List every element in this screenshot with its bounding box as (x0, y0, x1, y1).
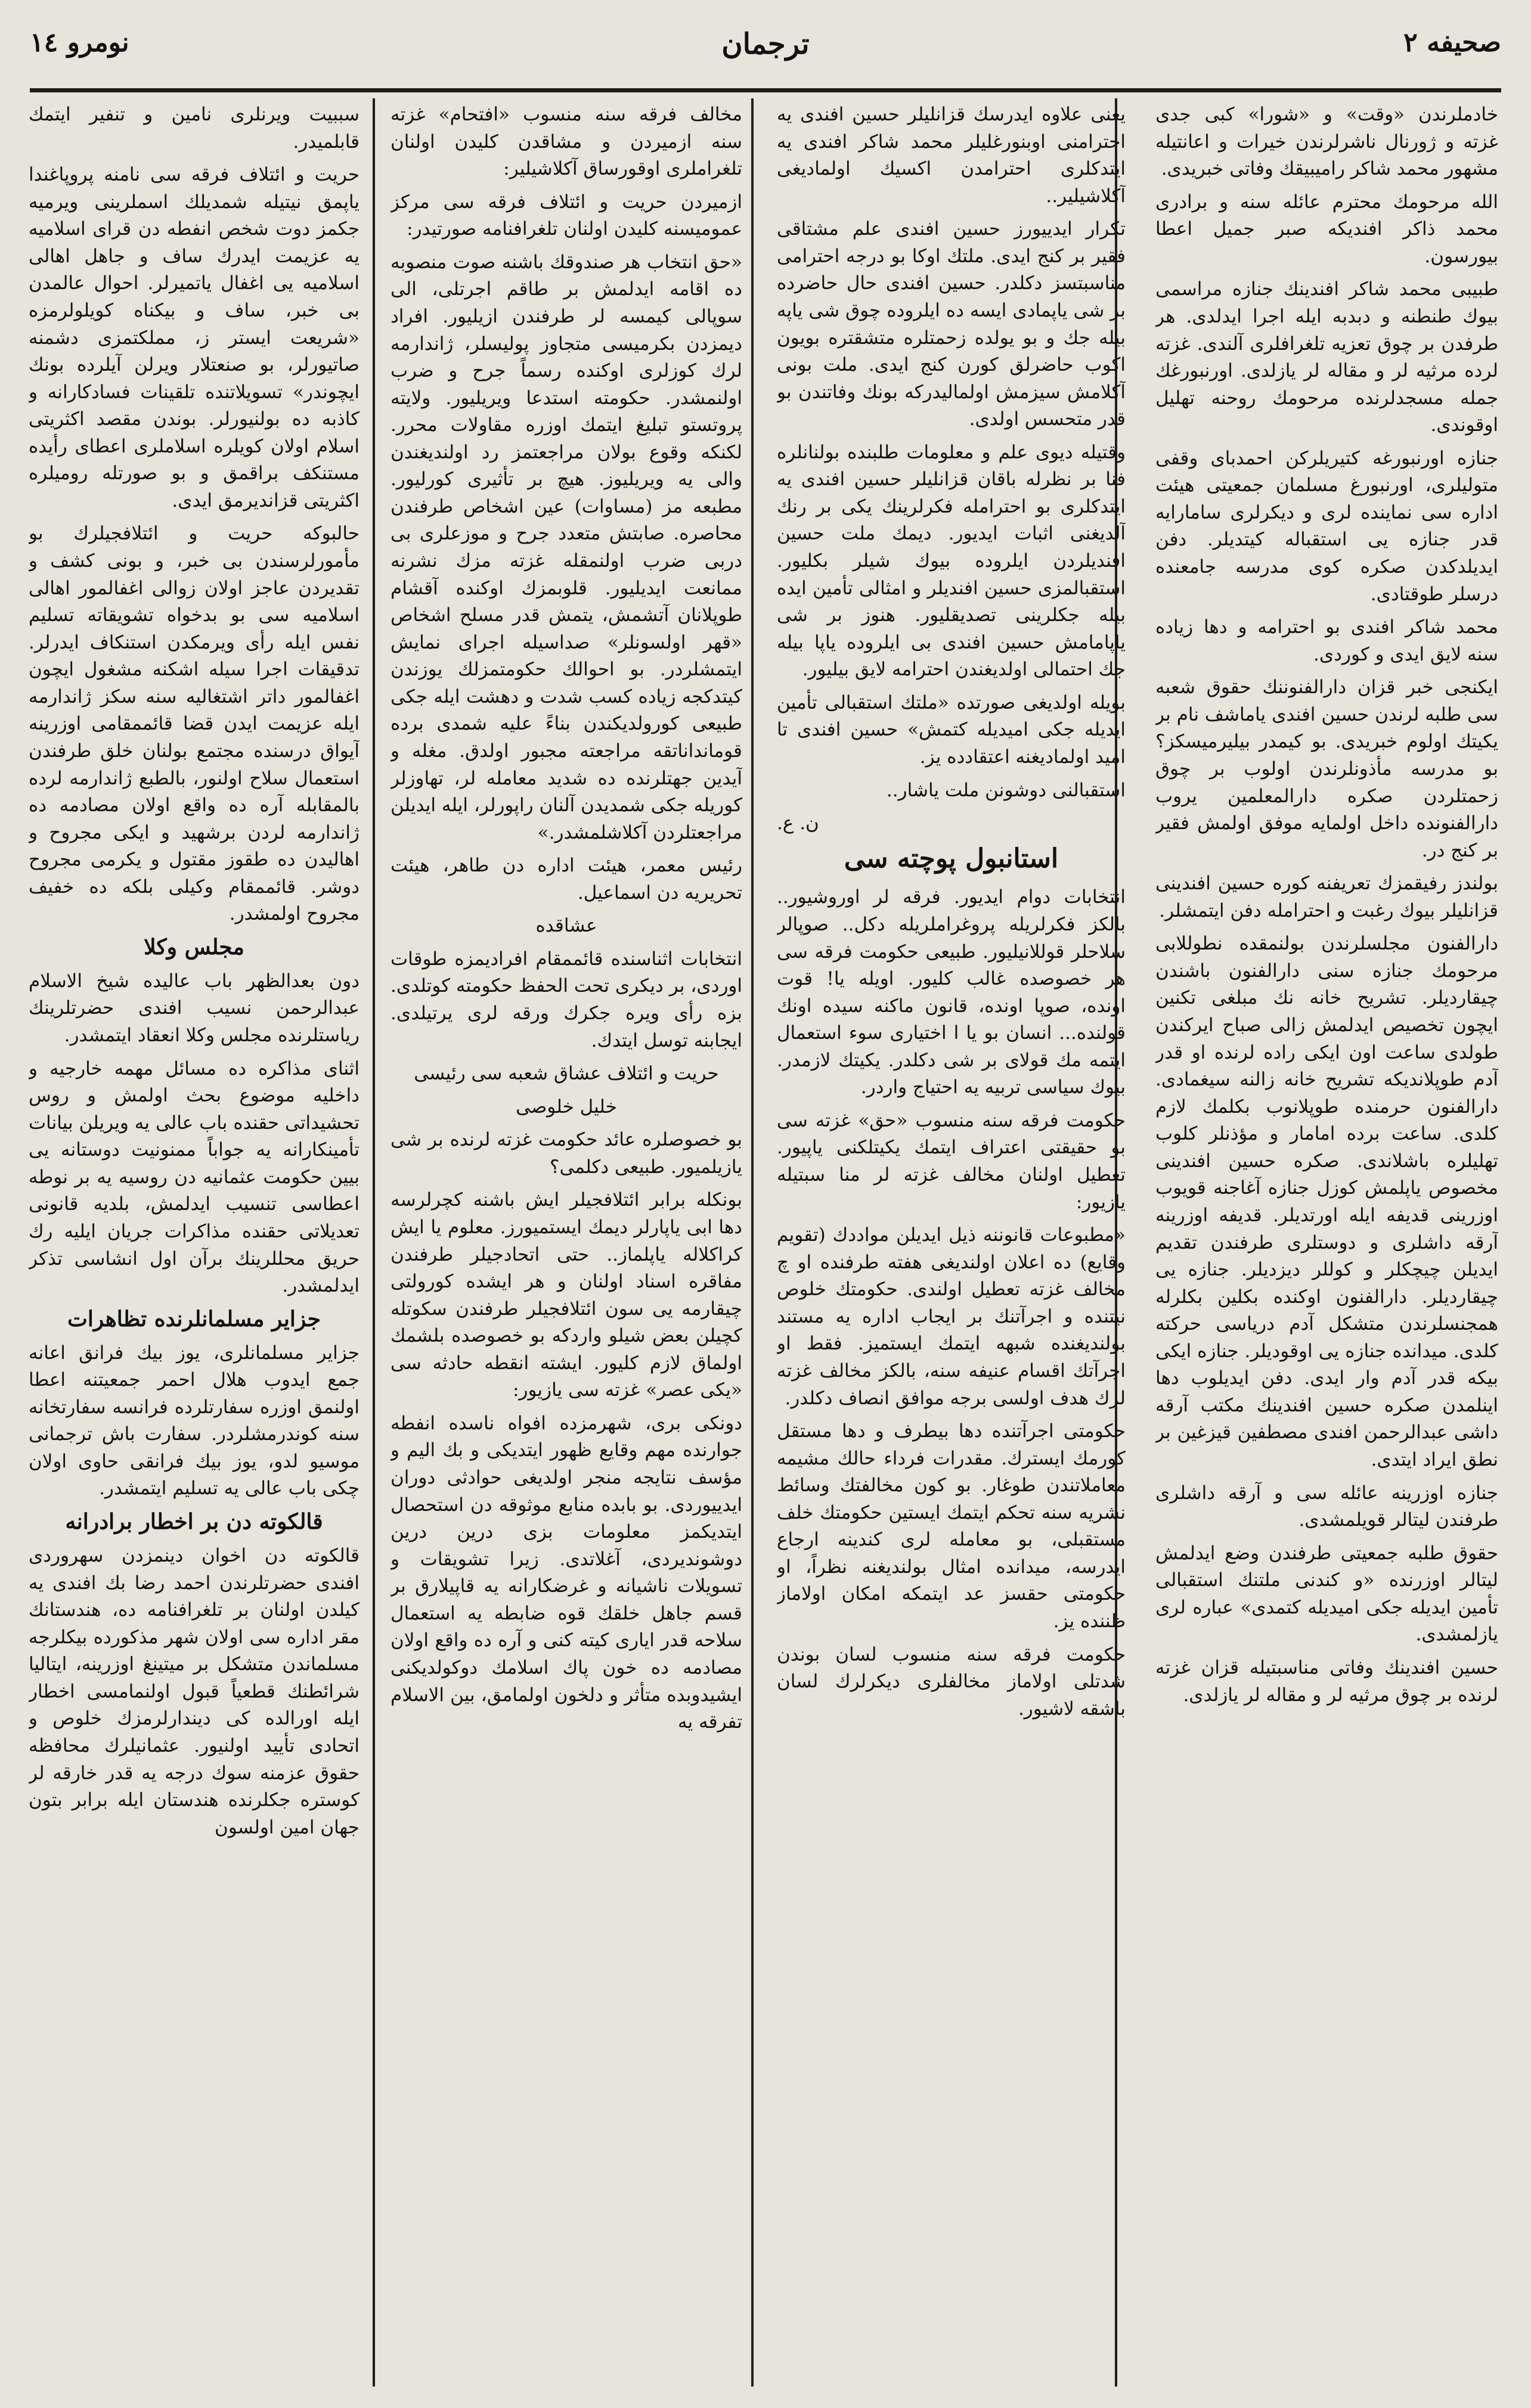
paragraph: حکومت فرقه سنه منسوب لسان بوندن شدتلی اولاماز مخالفلری دیکرلرك لسان باشقه لاشیور. (777, 1643, 1126, 1720)
paragraph: ایکنجی خبر قزان دارالفنوننك حقوق شعبه سی طلبه لرندن حسین افندی یاماشف نام بر یکیتك اولوم خبریدی. بو کیمدر بیلیرمیسکز؟ بو مدرسه مأذونلرندن اولوب بر چوق زحمتلردن صکره دارالمعلمین یروب دارالفنونده داخل اولمایه موفق اولمش فقیر بر کنج در. (1155, 677, 1498, 861)
paragraph: بو خصوصلره عائد حکومت غزته لرنده بر شی یازیلمیور. طبیعی دکلمی؟ (391, 1129, 742, 1178)
column-divider (373, 98, 375, 2387)
paragraph: بولندز رفیقمزك تعریفنه کوره حسین افندینی قزانلیلر بیوك رغبت و احترامله دفن ایتمشلر. (1155, 873, 1498, 921)
section-heading: جزایر مسلمانلرنده تظاهرات (67, 1306, 321, 1332)
newspaper-title: ترجمان (721, 27, 810, 61)
paragraph: اثنای مذاکره ده مسائل مهمه خارجیه و داخلیه موضوع بحث اولمش و روس تحشیداتی حقنده باب عالی یه ویریلن بیانات تأمینکارانه یه جواباً ممنونیت دوستانه یی بیین حکومت عثمانیه دن روسیه یه بر نوطه اعطاسی تنسیب ایدلمش، بلدیه قانونی تعدیلاتی حقنده مذاکرات جریان ایلیه رك حریق محللرینك برآن اول انشاسی تذکر ایدلمشدر. (29, 1057, 359, 1297)
article-column-2 (777, 101, 1126, 2381)
paragraph: حقوق طلبه جمعیتی طرفندن وضع ایدلمش لیتالر اوزرنده «و کندنی ملتنك استقبالی تأمین ایدیله جکی امیدیله کتمدی» عباره لری یازلمشدی. (1155, 1542, 1498, 1646)
article-column-1 (1155, 101, 1498, 2381)
paragraph: قالکوته دن اخوان دینمزدن سهروردی افندی حضرتلرندن احمد رضا بك افندی یه کیلدن اولنان بر تلغرافنامه ده، هندستانك مقر اداره سی اولان شهر مذکورده بیکلرجه مسلماندن متشکل بر میتینغ اوزرینه، ایتالیا شرائطنك قطعیاً قبول اولنمامسی اخطار ایله اورالده کی دیندارلرمزك خلوص و اتحادی تأیید اولنیور. عثمانیلرك محافظه حقوق عزمنه سوك درجه یه قدر خارقه لر کوستره جکلرنده هندستان ایله برابر بتون جهان امین اولسون (29, 1545, 359, 1838)
paragraph: ازمیردن حریت و ائتلاف فرقه سی مرکز عمومیسنه کلیدن اولنان تلغرافنامه صورتیدر: (391, 191, 742, 240)
section-heading: قالکوته دن بر اخطار برادرانه (65, 1509, 323, 1534)
section-heading: مجلس وکلا (144, 934, 244, 960)
paragraph: حکومتی اجرآتنده دها بیطرف و دها مستقل کورمك ایسترك. مقدرات فرداء حالك مشیمه معاملاتندن طوغار. بو کون مخالفتك وسائط نشریه سنه تحکم ایتمك ایستین حکومتك خلف مستقبلی، بو معامله لری کندینه ارجاع ایدرسه، میدانده امثال بولندیغنه نظراً، او حکومتی حقسز عد ایتمکه امکان اولاماز ظننده یز. (777, 1420, 1126, 1633)
paragraph: دارالفنون مجلسلرندن بولنمقده نطوللابی مرحومك جنازه سنی دارالفنون باشندن چیقاردیلر. تشریح خانه نك مبلغی تکنین ایچون تخصیص ایدلمش زالی صباح ایرکندن طولدی ساعت اون ایکی راده لرنده او قدر آدم طوپلاندیکه تشریح خانه زالنه سیغمادی. دارالفنون حرمنده طوپلانوب بکلمك لازم کلدی. ساعت برده امامار و مؤذنلر کلوب تهلیلره باشلاندی. صکره حسین افندینی مخصوص یاپلمش کوزل جنازه آغاجنه قویوب اوزرینی قدیفه ایله اورتدیلر. قدیفه اوزرینه آرقه داشلری و دوستلری طرفندن تقدیم ایدیلن چیچکلر و کوللر دیزدیلر. جنازه یی چیقاردیلر. دارالفنون اوکنده بکلین بکلرله همجنسلرندن متشکل آدم دریاسی حرکته کلدی. میدانده جنازه یی اوقودیلر. جنازه ایکی بیکه قدر آدم وار ایدی. دفن ایدیلوب دها اینلمدن صکره حسین افندینك مکتب آرقه داشی عبدالرحمن افندی مصطفین قیزغین بر نطق ایراد ایتدی. (1155, 933, 1498, 1470)
paragraph: سببیت ویرنلری نامین و تنفیر ایتمك قابلمیدر. (29, 104, 359, 153)
paragraph: «مطبوعات قانوننه ذیل ایدیلن مواددك (تقویم وقایع) ده اعلان اولندیغی هفته طرفنده او چ مخالف غزته تعطیل اولندی. حکومتك خلوص نیتنده و اجرآتنك بر ایجاب اداره یه مستند بولندیغنده شبهه ایتمك ایستمیز. فقط او اجرآتك اقسام عنیفه سنه، بالکز مخالف غزته لرك هدف اولسی برجه موافق انصاف دکلدر. (777, 1224, 1126, 1409)
section-heading: استانبول پوچته سی (844, 843, 1059, 874)
paragraph: الله مرحومك محترم عائله سنه و برادری محمد ذاکر افندیکه صبر جمیل اعطا بیورسون. (1155, 191, 1498, 267)
paragraph: حسین افندینك وفاتی مناسبتیله قزان غزته لرنده بر چوق مرثیه لر و مقاله لر یازلدی. (1155, 1656, 1498, 1706)
paragraph: حکومت فرقه سنه منسوب «حق» غزته سی بو حقیقتی اعتراف ایتمك یکیتلکنی یاپیور. تعطیل اولنان مخالف غزته لر منا سبتیله یازیور: (777, 1109, 1126, 1213)
signature: ن. ع. (777, 812, 819, 834)
paragraph: انتخابات دوام ایدیور. فرقه لر اوروشیور.. بالکز فکرلریله پروغراملریله دکل.. صوپالر سلاحلر قوللانیلیور. طبیعی حکومت فرقه سی هر خصوصده غالب کلیور. اویله یا! قوت اونده، صوپا اونده، قانون ماکنه سیده اونك قولنده... انسان بو یا ا اختیاری سوء استعمال ایتمه مك قولای بر شی دکلدر. یکیتك لازمدر. بیوك سیاسی تربیه یه احتیاج واردر. (777, 886, 1126, 1099)
issue-number: نومرو ١٤ (30, 27, 129, 58)
paragraph: استقبالنی دوشونن ملت یاشار.. (886, 779, 1126, 801)
paragraph: حریت و ائتلاف فرقه سی نامنه پروپاغندا یاپمق نیتیله شمدیلك اسملرینی ویرمیه جکمز دوت شخص انفطه دن قرای اسلامیه یه عزیمت ایدرك ساف و جاهل اهالی اسلامیه یی اغفال یاتمیرلر. احوال عالمدن بی خبر، ساف و بیکناه کویلولرمزه «شریعت ایستر ز، مملکتمزی دشمنه صاتیورلر، بو صنعتلار ویرلن آیلرده بونك ایچوندر» تسویلاتنده تلقینات فسادکارانه و کاذبه ده بولنیورلر. بوندن مقصد اکثریتی اسلام اولان کویلره اسلاملری اعطای رأیده مستنکف براقمق و بو صورتله رومیلره اکثریتی قزاندیرمق ایدی. (29, 164, 359, 511)
paragraph: مخالف فرقه سنه منسوب «افتحام» غزته سنه ازمیردن و مشاقدن کلیدن اولنان تلغراملری اوقورساق آکلاشیلیر: (391, 104, 742, 180)
centered-line: عشاقده (535, 915, 597, 937)
paragraph: جنازه اوزرینه عائله سی و آرقه داشلری طرفندن لیتالر قویلمشدی. (1155, 1482, 1498, 1531)
paragraph: طبیبی محمد شاکر افندینك جنازه مراسمی بیوك طنطنه و دبدبه ایله اجرا ایدلدی. هر طرفدن بر چوق تعزیه تلغرافلری آلندی. غزته لرده مرثیه لر و مقاله لر یازلدی. اورنبورغك جمله مسجدلرنده مرحومك روحنه تهلیل اوقوندی. (1155, 278, 1498, 436)
paragraph: انتخابات اثناسنده قائممقام افرادیمزه طوقات اوردی، بر دیکری تحت الحفظ حکومته کوتلدی. بزه رأی ویره جکرك ورقه لری یرتیلدی. ایجابنه توسل ایتدك. (391, 948, 742, 1051)
page-number: صحیفه ۲ (1403, 27, 1501, 58)
paragraph: جزایر مسلمانلری، یوز بیك فرانق اعانه جمع ایدوب هلال احمر جمعیتنه اعطا اولنمق اوزره سفارتلرده فرانسه سفارتخانه سنه کوندرمشلردر. سفارت باش ترجمانی موسیو لدو، یوز بیك فرانقی حاوی اولان چکی باب عالی یه تسلیم ایتمشدر. (29, 1342, 359, 1500)
centered-line: حریت و ائتلاف عشاق شعبه سی رئیسی (414, 1063, 719, 1085)
centered-line: خلیل خلوصی (516, 1096, 617, 1118)
paragraph: جنازه اورنبورغه کتیریلرکن احمدبای وقفی متولیلری، اورنبورغ مسلمان جمعیتی هیئت اداره سی نماینده لری و دیکرلری سامارایه قدر جنازه یی استقباله کیتدیلر. دفن ایدیلدکدن صکره کوی مدرسه جامعنده درسلر طوقتادی. (1155, 447, 1498, 605)
paragraph: یعنی علاوه ایدرسك قزانلیلر حسین افندی یه احترامنی اوبنورغلیلر محمد شاکر افندی یه ایتدکلری احترامدن اکسیك اولمادیغی آکلاشیلیر.. (777, 104, 1126, 207)
paragraph: دونکی بری، شهرمزده افواه ناسده انفطه جوارنده مهم وقایع ظهور ایتدیکی و بك الیم و مؤسف نتایجه منجر اولدیغی حوادثی دوران ایدییوردی. بو بابده منابع موثوقه دن استحصال ایتدیکمز معلومات بزی درین درین دوشوندیردی، آغلاتدی. زیرا تشویقات و تسویلات ناشیانه و غرضکارانه یه قاپیلارق بر قسم جاهل خلقك قوه ضابطه یه استعمال سلاحه قدر ایاری کیته کنی و آره ده واقع اولان مصادمه ده خون پاك اسلامك دوکولدیکنی ایشیدوبده متأثر و دلخون اولمامق، بین الاسلام تفرقه یه (391, 1412, 742, 1733)
paragraph: دون بعدالظهر باب عالیده شیخ الاسلام عبدالرحمن نسیب افندی حضرتلرینك ریاستلرنده مجلس وکلا انعقاد ایتمشدر. (29, 970, 359, 1046)
paragraph: حالبوکه حریت و ائتلافجیلرك بو مأمورلرسندن بی خبر، و بونی کشف و تقدیردن عاجز اولان زوالی اغفالمور اهالی اسلامیه سی بو بدخواه تشویقاته تسلیم نفس ایله رأی ویرمکدن استنکاف ایدرلر. تدقیقات اجرا سیله اشکنه مشغول ایچون اغفالمور داتر اشتغالیه سنه سکز ژاندارمه ایله عزیمت ایدن قضا قائممقامی اوزرینه آیواق درسنده مجتمع بولنان خلق طرفندن استعمال سلاح اولنور، بالطبع ژاندارمه لرده بالمقابله آره ده واقع اولان مصادمه ده ژاندارمه لردن برشهید و ایکی مجروح و اهالیدن ده طقوز مقتول و یکرمی مجروح دوشر. قائممقام وکیلی بلکه ده خفیف مجروح اولمشدر. (29, 523, 359, 925)
paragraph: تکرار ایدییورز حسین افندی علم مشتاقی فقیر بر کنج ایدی. ملتك اوکا بو درجه احترامی مناسبتسز دکلدر. حسین افندی حال حاضرده بر شی یاپمادی ایسه ده ایلروده چوق شی یاپه بیله جك و بو یولده زحمتلره متشقتره بویون اکوب حاضرلق کورن کنج ایدی. ملت بونی آکلامش سیزمش اولمالیدرکه بونك وفاتندن بو قدر متحسس اولدی. (777, 218, 1126, 430)
paragraph: بویله اولدیغی صورتده «ملتك استقبالی تأمین ایدیله جکی امیدیله کتمش» حسین افندی تا امید اولمادیغنه اعتقادده یز. (777, 691, 1126, 768)
paragraph: محمد شاکر افندی بو احترامه و دها زیاده سنه لایق ایدی و کوردی. (1155, 616, 1498, 665)
column-divider (751, 98, 754, 2387)
paragraph: رئیس معمر، هیئت اداره دن طاهر، هیئت تحریریه دن اسماعیل. (391, 855, 742, 904)
paragraph: وقتیله دیوی علم و معلومات طلبنده بولنانلره فنا بر نظرله باقان قزانلیلر حسین افندی یه ایتدکلری بو احترامله فکرلرینك یکی بر رنك آلدیغنی اثبات ایدیور. دیمك ملت حسین افندیلردن ایلروده بیوك شیلر بکلیور. استقبالمزی حسین افندیلر و امثالی تأمین ایده بیله جکلرینی تصدیقلیور. هنوز بر شی یاپامامش حسین افندی بی ایلروده یاپا بیله جك احتمالی اولدیغندن احترامه لایق بیلیور. (777, 441, 1126, 681)
article-column-4 (29, 101, 359, 2381)
paragraph: خادملرندن «وقت» و «شورا» کبی جدی غزته و ژورنال ناشرلرندن خیرات و اعانتیله مشهور محمد شاکر رامیبیقك وفاتی خبریدی. (1155, 104, 1498, 180)
article-column-3 (391, 101, 742, 2381)
paragraph: «حق انتخاب هر صندوقك باشنه صوت منصوبه ده اقامه ایدلمش بر طاقم اجرتلی، الی سوپالی کیمسه لر طرفندن ازیلیور. افراد دیمزدن بکرمیسی متجاوز پولیسلر، ژاندارمه لرك کوزلری اوکنده رسماً جرح و ضرب اولنمشدر. حکومته استدعا ویریلیور. ولایته پروتستو تبلیغ ایتمك اوزره مقاولات محرر. لکنکه وقوع بولان مراجعتمز رد اولندیغندن والی یه ویریلیوز. هیچ بر تأثیری کورلیور. مطبعه مز (مساوات) عین اشخاص طرفندن محاصره. صابتش متعدد جرح و موزعلری بی دربی ضرب اولنمقله غزته مزك نشرنه ممانعت ایدیلیور. قلوبمزك اوکنده آقشام طوپلانان آتشمش، یتمش قدر مسلح اشخاص «قهر اولسونلر» صداسیله اجرای نمایش ایتمشلردر. بو احوالك حکومتمزلك یوزندن کیتدکجه زیاده کسب شدت و دهشت ایله جکی طبیعی کورولدیکندن بناءً علیه شمدی برده قومانداناتقه مراجعته مجبور اولدق. مغله و آیدین جهتلرنده ده شدید معامله لر، تهاوزلر کوریله جکی شمدیدن آلنان راپورلر، ایله ایدیلن مراجعتلردن آکلاشلمشدر.» (391, 251, 742, 843)
paragraph: بونکله برابر ائتلافجیلر ایش باشنه کچرلرسه دها ابی یاپارلر دیمك ایستمیورز. معلوم یا ایش کراکلاله یاپلماز.. حتی اتحادجیلر طرفندن مفاقره اسناد اولنان و هر ایشده کورولتی چیقارمه یی سون ائتلافجیلر طرفندن سکوتله کچیلن بعض شیلو واردکه بو خصوصده بلشمك اولماق لازم کلیور. ایشته انقطه حادثه سی «یکی عصر» غزته سی یازیور: (391, 1189, 742, 1401)
page-header (30, 23, 1501, 92)
